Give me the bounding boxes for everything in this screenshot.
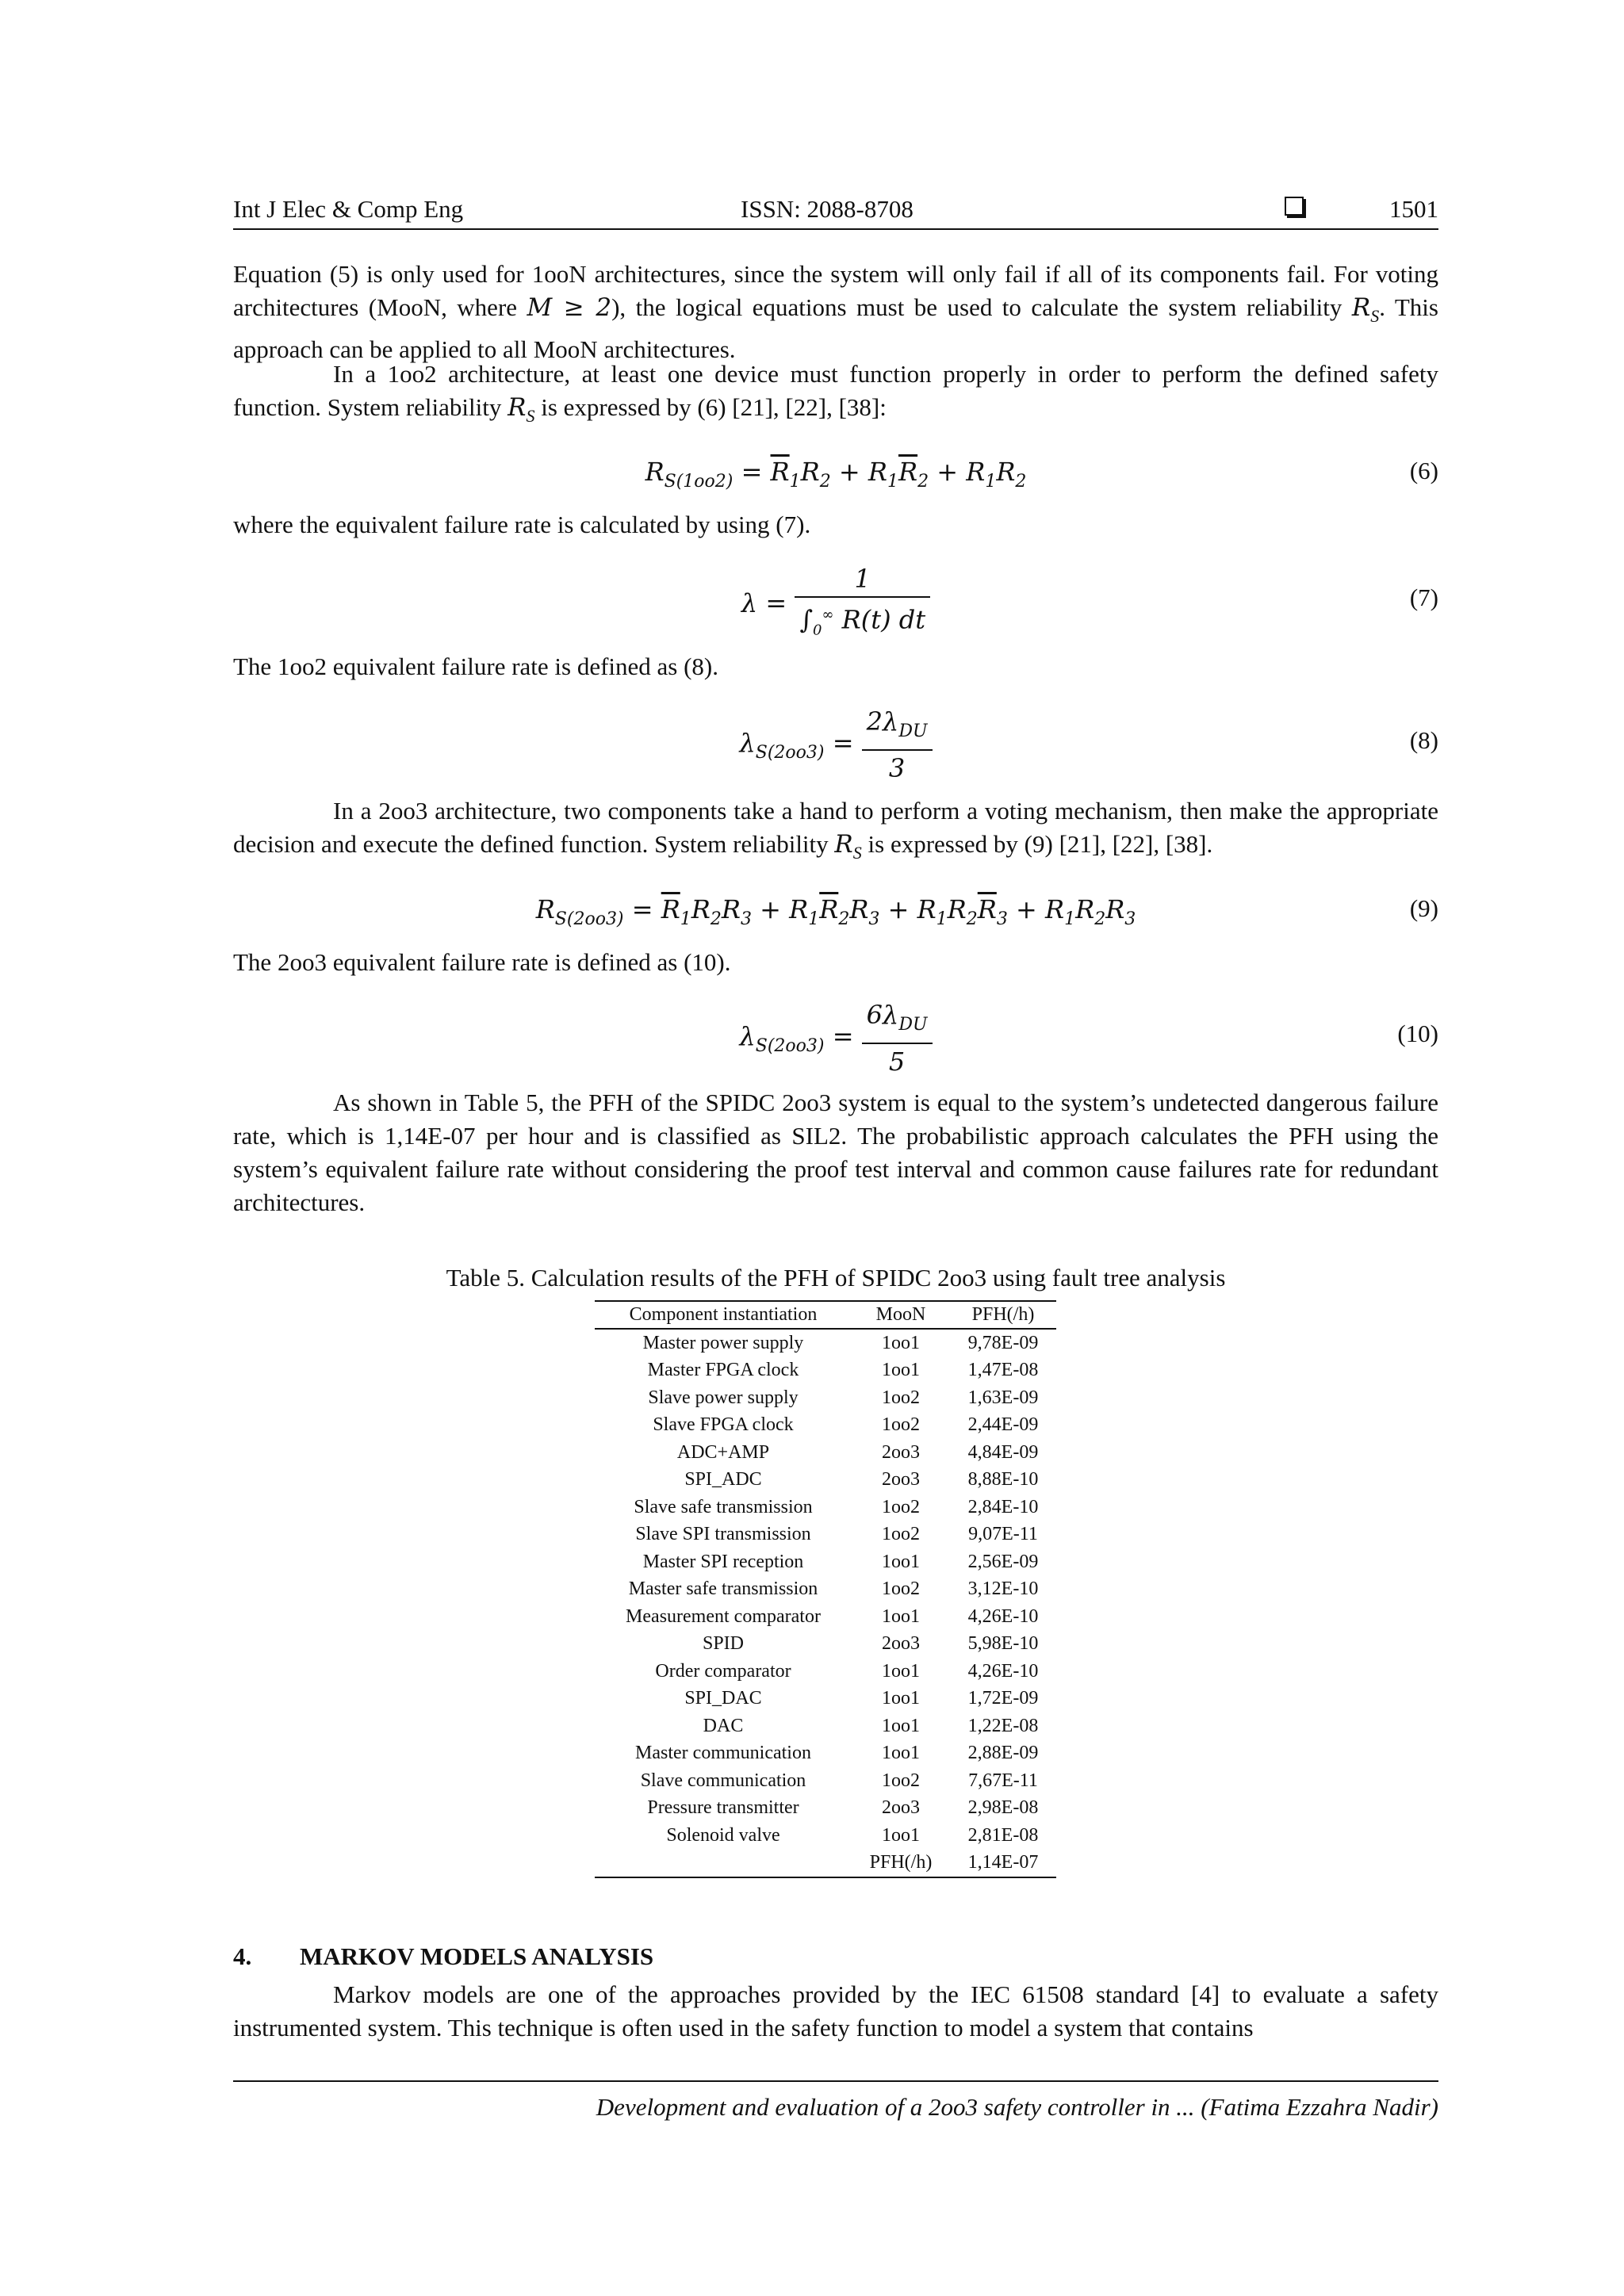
table-cell [595, 1850, 852, 1878]
table-cell: 1,72E-09 [967, 1688, 1039, 1709]
paragraph-3: where the equivalent failure rate is calculated by using (7). [233, 511, 811, 538]
table-cell: 4,26E-10 [967, 1605, 1039, 1627]
table-cell: SPID [702, 1633, 745, 1655]
table-cell: Slave FPGA clock [653, 1414, 794, 1436]
column-header: MooN [852, 1301, 950, 1329]
table-cell: Measurement comparator [626, 1605, 821, 1627]
running-footer: Development and evaluation of a 2oo3 safety controller in ... (Fatima Ezzahra Nadir) [233, 2080, 1438, 2122]
page-number: 1501 [1389, 195, 1438, 223]
equation-number: (10) [1397, 1020, 1438, 1047]
table-cell: Slave SPI transmission [635, 1524, 811, 1545]
paragraph-8: Markov models are one of the approaches provided by the IEC 61508 standard [4] to evaluate a safety instrumented system. This technique is often used in the safety function to model a system that contains [233, 1980, 1438, 2042]
table-cell: 1,63E-09 [967, 1387, 1039, 1408]
table-caption: Table 5. Calculation results of the PFH of SPIDC 2oo3 using fault tree analysis [446, 1264, 1226, 1292]
table-row [595, 1658, 1056, 1686]
table-row [595, 1822, 1056, 1850]
table-row [595, 1576, 1056, 1604]
section-heading: 4. MARKOV MODELS ANALYSIS [233, 1942, 654, 1970]
table-cell: 1oo1 [882, 1715, 920, 1736]
table-row [595, 1740, 1056, 1768]
table-row [595, 1412, 1056, 1440]
table-cell: 2,98E-08 [967, 1797, 1039, 1819]
table-total-row [595, 1850, 1056, 1878]
table-cell: 1oo2 [882, 1524, 920, 1545]
table-cell: 1,47E-08 [967, 1360, 1039, 1381]
table-cell: 2,56E-09 [967, 1551, 1039, 1572]
results-table [595, 1300, 1056, 1878]
table-row [595, 1686, 1056, 1713]
table-cell: 9,07E-11 [968, 1524, 1038, 1545]
table-cell: 2oo3 [882, 1469, 920, 1490]
paragraph-1: Equation (5) is only used for 1ooN architectures, since the system will only fail if all of its components fail. For voting architectures (MooN, where M ≥ 2), the logical equations must be used to calculate the system reliability $R_S$. This approach can be applied to all MooN architectures. [233, 260, 1438, 363]
table-row [595, 1494, 1056, 1521]
table-cell: DAC [703, 1715, 744, 1736]
table-cell: PFH(/h) [852, 1850, 950, 1878]
table-cell: 5,98E-10 [967, 1633, 1039, 1655]
table-header-row [595, 1301, 1056, 1329]
table-cell: 8,88E-10 [967, 1469, 1039, 1490]
table-row [595, 1521, 1056, 1549]
box-icon [1285, 197, 1304, 216]
table-cell: SPI_DAC [684, 1688, 762, 1709]
table-cell: SPI_ADC [684, 1469, 762, 1490]
equation-number: (8) [1409, 726, 1438, 754]
table-cell: 1oo1 [882, 1332, 920, 1353]
table-cell: 4,84E-09 [967, 1441, 1039, 1463]
table-cell: Order comparator [655, 1660, 791, 1682]
table-row [595, 1603, 1056, 1631]
table-row [595, 1631, 1056, 1659]
table-row [595, 1467, 1056, 1494]
table-cell: 2,88E-09 [967, 1743, 1039, 1764]
table-cell: 7,67E-11 [968, 1770, 1038, 1791]
table-cell: 1oo1 [882, 1660, 920, 1682]
table-row [595, 1384, 1056, 1412]
table-cell: Pressure transmitter [647, 1797, 799, 1819]
equation-number: (9) [1409, 894, 1438, 922]
column-header: PFH(/h) [950, 1301, 1056, 1329]
table-cell: 1oo2 [882, 1414, 920, 1436]
table-cell: 9,78E-09 [967, 1332, 1039, 1353]
table-cell: Slave safe transmission [634, 1496, 813, 1517]
paragraph-6: The 2oo3 equivalent failure rate is defined as (10). [233, 948, 731, 976]
table-row [595, 1357, 1056, 1385]
paragraph-4: The 1oo2 equivalent failure rate is defined as (8). [233, 652, 719, 680]
table-cell: 1oo2 [882, 1387, 920, 1408]
table-cell: Master SPI reception [642, 1551, 804, 1572]
table-cell: Slave communication [640, 1770, 806, 1791]
table-cell: 1oo2 [882, 1496, 920, 1517]
table-cell: 2oo3 [882, 1633, 920, 1655]
table-row [595, 1548, 1056, 1576]
table-row [595, 1767, 1056, 1795]
table-row [595, 1329, 1056, 1357]
table-cell: 1oo1 [882, 1824, 920, 1846]
table-cell: Solenoid valve [666, 1824, 780, 1846]
table-cell: Slave power supply [648, 1387, 799, 1408]
table-cell: 2oo3 [882, 1441, 920, 1463]
table-row [595, 1795, 1056, 1823]
running-header [233, 190, 1438, 230]
column-header: Component instantiation [595, 1301, 852, 1329]
table-cell: ADC+AMP [676, 1441, 770, 1463]
journal-name: Int J Elec & Comp Eng [233, 195, 464, 223]
table-cell: Master power supply [642, 1332, 804, 1353]
table-cell: 1oo1 [882, 1688, 920, 1709]
table-cell: 4,26E-10 [967, 1660, 1039, 1682]
table-cell: 1oo1 [882, 1551, 920, 1572]
equation-number: (7) [1409, 584, 1438, 611]
equation-number: (6) [1409, 457, 1438, 484]
table-cell: 3,12E-10 [967, 1578, 1039, 1600]
table-cell: 2,44E-09 [967, 1414, 1039, 1436]
issn: ISSN: 2088-8708 [741, 195, 914, 223]
table-cell: 2,81E-08 [967, 1824, 1039, 1846]
table-cell: Master FPGA clock [647, 1360, 799, 1381]
table-cell: 1oo1 [882, 1743, 920, 1764]
table-cell: 1oo1 [882, 1360, 920, 1381]
paragraph-5: In a 2oo3 architecture, two components take a hand to perform a voting mechanism, then make the appropriate decision and execute the defined function. System reliability $R_S$ is expressed by (9) [21], [22], [38]. [233, 797, 1438, 863]
table-cell: Master safe transmission [628, 1578, 818, 1600]
table-cell: Master communication [635, 1743, 811, 1764]
table-cell: 1oo2 [882, 1770, 920, 1791]
paragraph-2: In a 1oo2 architecture, at least one device must function properly in order to perform the defined safety function. System reliability $R_S$ is expressed by (6) [21], [22], [38]: [233, 360, 1438, 426]
table-cell: 2,84E-10 [967, 1496, 1039, 1517]
table-cell: 1oo2 [882, 1578, 920, 1600]
table-cell: 1,14E-07 [950, 1850, 1056, 1878]
table-row [595, 1439, 1056, 1467]
table-cell: 2oo3 [882, 1797, 920, 1819]
table-cell: 1,22E-08 [967, 1715, 1039, 1736]
paragraph-7: As shown in Table 5, the PFH of the SPIDC 2oo3 system is equal to the system’s undetected dangerous failure rate, which is 1,14E-07 per hour and is classified as SIL2. The probabilistic approach calculates the PFH using the system’s equivalent failure rate without considering the proof test interval and common cause failures rate for redundant architectures. [233, 1089, 1438, 1216]
table-cell: 1oo1 [882, 1605, 920, 1627]
table-row [595, 1712, 1056, 1740]
